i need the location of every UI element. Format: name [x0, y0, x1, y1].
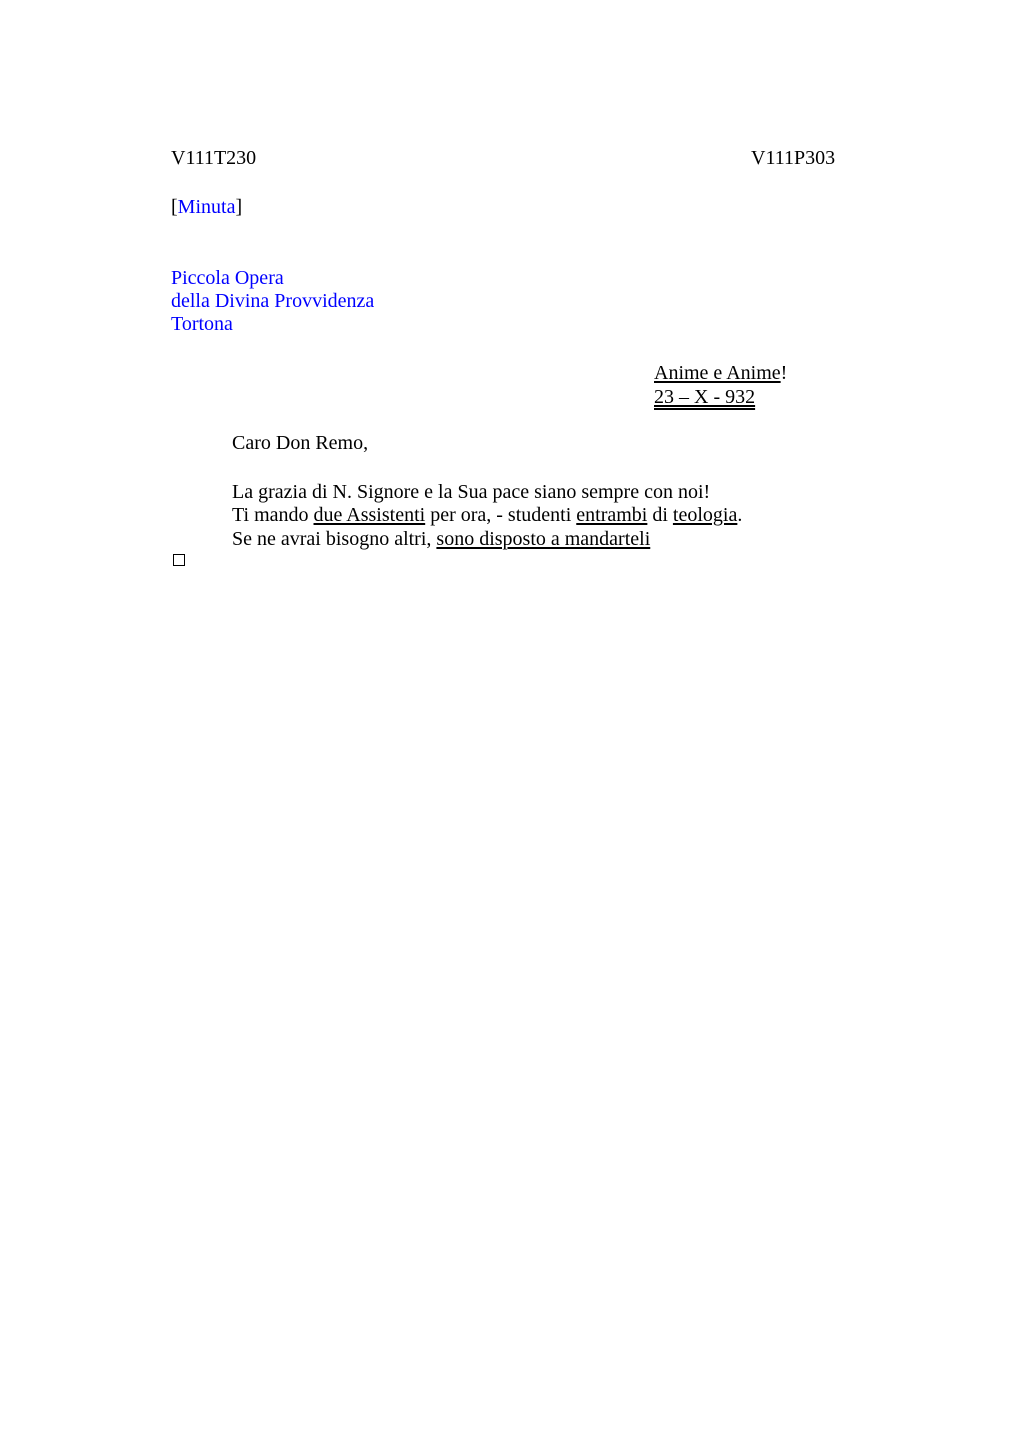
body-line-2-b: due Assistenti	[313, 504, 426, 526]
body-line-2-f: teologia	[672, 504, 738, 526]
body-line-2	[232, 503, 742, 527]
minuta-label	[171, 195, 242, 219]
motto-text: Anime e Anime	[654, 362, 781, 384]
body-line-2-e: di	[647, 504, 673, 526]
minuta-open-bracket: [	[171, 196, 178, 218]
body-line-2-d: entrambi	[576, 504, 648, 526]
document-code-left: V111T230	[171, 147, 257, 169]
institution-line-2: della Divina Provvidenza	[171, 290, 375, 312]
motto	[654, 361, 787, 385]
institution-line-3: Tortona	[171, 313, 233, 335]
letter-date-text: 23 – X - 932	[654, 386, 756, 408]
body-line-1: La grazia di N. Signore e la Sua pace siano sempre con noi!	[232, 481, 711, 503]
minuta-close-bracket: ]	[235, 196, 243, 218]
body-line-3-a: Se ne avrai bisogno altri,	[232, 528, 437, 550]
motto-suffix: !	[780, 362, 788, 384]
letter-date	[654, 385, 755, 409]
body-line-3-b: sono disposto a mandarteli	[436, 528, 651, 550]
minuta-text: Minuta	[177, 196, 236, 218]
document-code-right: V111P303	[751, 147, 836, 169]
body-line-3	[232, 527, 650, 551]
salutation: Caro Don Remo,	[232, 432, 369, 454]
institution-line-1: Piccola Opera	[171, 267, 284, 289]
body-line-2-g: .	[737, 504, 743, 526]
checkbox-square-icon	[173, 554, 185, 566]
body-line-2-c: per ora, - studenti	[425, 504, 577, 526]
body-line-2-a: Ti mando	[232, 504, 314, 526]
